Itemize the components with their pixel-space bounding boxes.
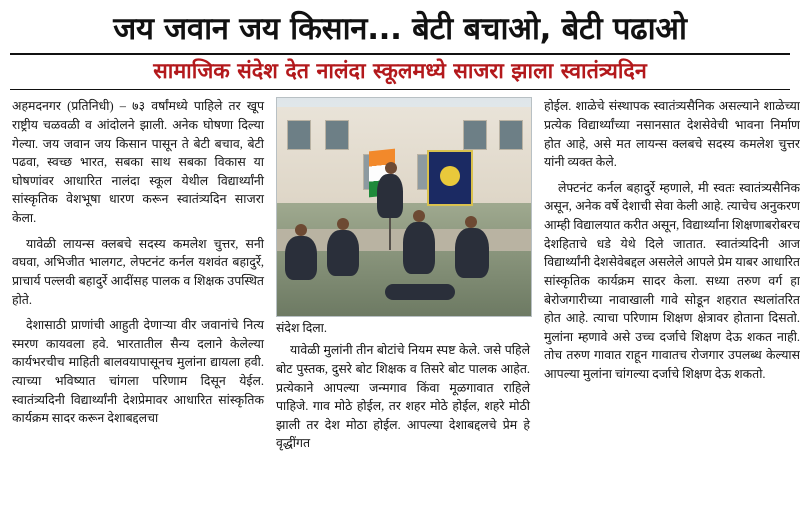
paragraph: यावेळी मुलांनी तीन बोटांचे नियम स्पष्ट केले. जसे पहिले बोट पुस्तक, दुसरे बोट शिक्षक व तिसरे बोट पालक आहेत. प्रत्येकाने आपल्या जन्मगाव किंवा मूळगावात राहिले पाहिजे. गाव मोठे होईल, तर शहर मोठे होईल, शहरे मोठी झाली तर देश मोठा होईल. आपल्या देशाबद्दलचे प्रेम हे वृद्धींगत xyxy=(276,343,530,451)
photo-window xyxy=(325,120,349,150)
paragraph: देशासाठी प्राणांची आहुती देणाऱ्या वीर जवानांचे नित्य स्मरण कायवला हवे. भारतातील सैन्य दलाने केलेल्या कार्यभरचीच माहिती बालवयापासूनच मुलांना द्यायला हवी. त्याच्या भविष्यात चांगला परिणाम दिसून येईल. स्वातंत्र्यदिनी विद्यार्थ्यांनी देशप्रेमावर आधारित सांस्कृतिक कार्यक्रम सादर करून देशाबद्दलचा xyxy=(12,318,264,426)
photo-window xyxy=(287,120,311,150)
photo-performer xyxy=(377,174,403,218)
paragraph: लेफ्टनंट कर्नल बहादुर्रे म्हणाले, मी स्वतः स्वातंत्र्यसैनिक असून, अनेक वर्षे देशाची सेवा केली आहे. त्याचेच अनुकरण आम्ही विद्यालयात करीत असून, विद्यार्थ्यांना शिक्षणाबरोबरच देशहिताचे धडे येथे दिले जातात. स्वातंत्र्यदिनी आज विद्यार्थ्यांनी देशसेवेबद्दल असलेले आपले प्रेम याबर आधारित सांस्कृतिक कार्यक्रम सादर केला. सध्या तरुण वर्ग हा बेरोजगारीच्या नावाखाली गावे सोडून शहरात स्थलांतरित होत आहे. त्याचा परिणाम शिक्षण क्षेत्रावर होताना दिसतो. मुलांना म्हणावे असे उच्च दर्जाचे शिक्षण देऊ शकत नाही. तोच तरुण गावात राहून गावातच रोजगार उपलब्ध केल्यास आपल्या मुलांना चांगल्या दर्जाचे शिक्षण देऊ शकतो. xyxy=(544,180,800,381)
article-photo xyxy=(276,97,532,317)
divider-top xyxy=(10,53,790,55)
main-headline: जय जवान जय किसान... बेटी बचाओ, बेटी पढाओ xyxy=(113,11,687,47)
photo-performer xyxy=(327,230,359,276)
photo-window xyxy=(463,120,487,150)
column-middle xyxy=(276,341,530,460)
photo-performer xyxy=(455,228,489,278)
sub-headline: सामाजिक संदेश देत नालंदा स्कूलमध्ये साजरा झाला स्वातंत्र्यदिन xyxy=(153,58,647,84)
photo-performer xyxy=(403,222,435,274)
paragraph: यावेळी लायन्स क्लबचे सदस्य कमलेश चुत्तर, सनी वघवा, अभिजीत भालगट, लेफ्टनंट कर्नल यशवंत बहादुर्रे, प्राचार्य पल्लवी बहादुर्रे आदींसह पालक व शिक्षक उपस्थित होते. xyxy=(12,236,264,307)
column-left xyxy=(12,97,264,434)
photo-performer xyxy=(285,236,317,280)
paragraph: अहमदनगर (प्रतिनिधी) – ७३ वर्षांमध्ये पाहिले तर खूप राष्ट्रीय चळवळी व आंदोलने झाली. अनेक घोषणा दिल्या गेल्या. जय जवान जय किसान पासून ते बेटी बचाव, बेटी पढवा, स्वच्छ भारत, सबका साथ सबका विकास या घोषणांवर आधारित नालंदा स्कूल येथील विद्यार्थ्यांनी सांस्कृतिक वेशभूषा धारण करून स्वातंत्र्यदिन साजरा केला. xyxy=(12,99,264,226)
photo-caption: संदेश दिला. xyxy=(276,321,327,336)
photo-banner-emblem xyxy=(440,166,460,186)
article-body xyxy=(10,97,800,489)
column-right xyxy=(544,97,800,390)
photo-lions-club-banner xyxy=(427,150,473,206)
paragraph: होईल. शाळेचे संस्थापक स्वातंत्र्यसैनिक असल्याने शाळेच्या प्रत्येक विद्यार्थ्यांच्या नसानसात देशसेवेची भावना निर्माण होत आहे, असे मत लायन्स क्लबचे सदस्य कमलेश चुत्तर यांनी व्यक्त केले. xyxy=(544,99,800,170)
photo-building xyxy=(277,107,531,203)
photo-performer-lying xyxy=(385,284,455,300)
divider-bottom xyxy=(10,89,790,90)
photo-window xyxy=(499,120,523,150)
